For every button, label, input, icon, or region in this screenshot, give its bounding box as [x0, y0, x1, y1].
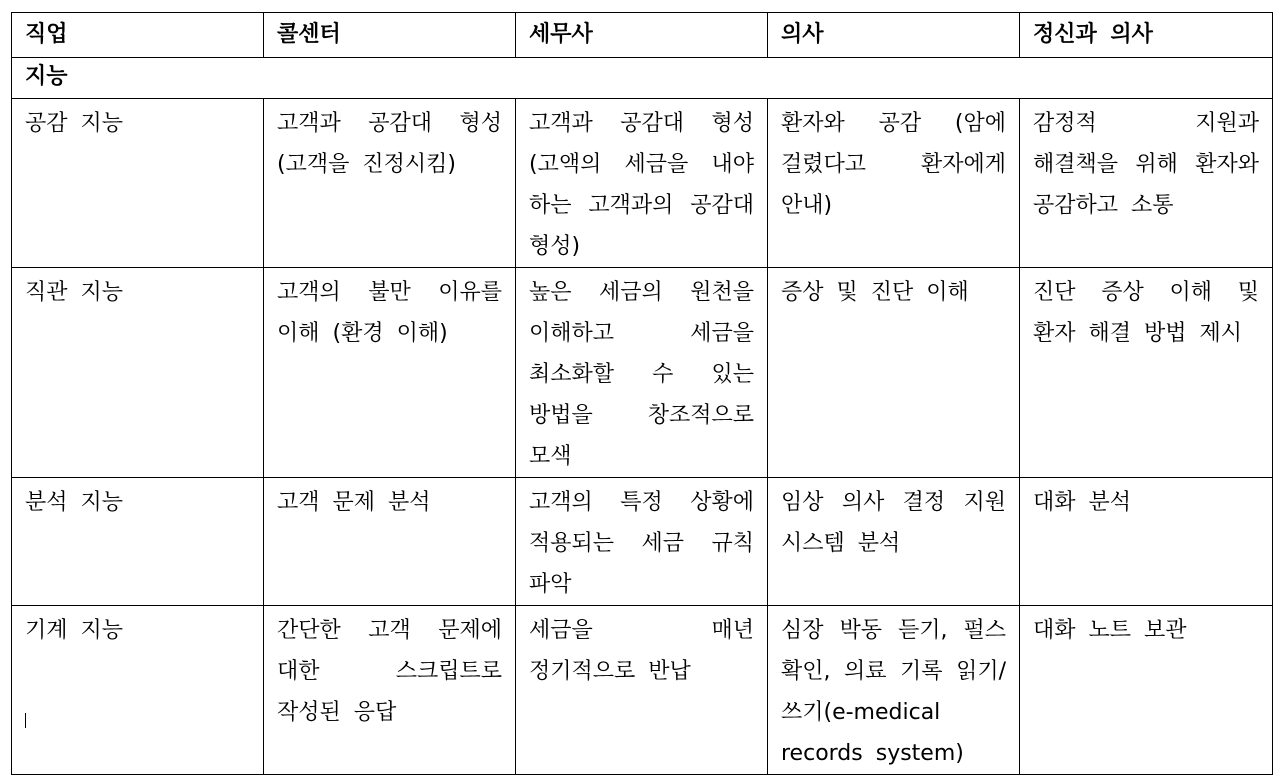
header-cell-tax-accountant: 세무사 [516, 13, 768, 58]
table-cell: 증상 및 진단 이해 [768, 268, 1020, 478]
header-cell-call-center: 콜센터 [264, 13, 516, 58]
table-row [12, 478, 1273, 606]
table-row [12, 99, 1273, 268]
table-cell: 임상 의사 결정 지원 시스템 분석 [768, 478, 1020, 606]
header-cell-doctor: 의사 [768, 13, 1020, 58]
table-cell: 고객 문제 분석 [264, 478, 516, 606]
table-cell: 환자와 공감 (암에 걸렸다고 환자에게 안내) [768, 99, 1020, 268]
table-row [12, 268, 1273, 478]
table-row [12, 606, 1273, 775]
table-cell: 고객의 불만 이유를 이해 (환경 이해) [264, 268, 516, 478]
table-cell: 고객과 공감대 형성 (고액의 세금을 내야 하는 고객과의 공감대 형성) [516, 99, 768, 268]
table-header-row [12, 13, 1273, 58]
row-label: 분석 지능 [12, 478, 264, 606]
row-label: 공감 지능 [12, 99, 264, 268]
text-cursor[interactable] [25, 713, 26, 728]
table-cell: 대화 분석 [1020, 478, 1273, 606]
table-cell: 진단 증상 이해 및 환자 해결 방법 제시 [1020, 268, 1273, 478]
section-title: 지능 [12, 58, 1273, 99]
table-cell: 간단한 고객 문제에 대한 스크립트로 작성된 응답 [264, 606, 516, 775]
row-label: 직관 지능 [12, 268, 264, 478]
row-label: 기계 지능 [12, 606, 264, 775]
table-cell: 심장 박동 듣기, 펄스 확인, 의료 기록 읽기/쓰기(e-medical records system) [768, 606, 1020, 775]
table-cell: 세금을 매년 정기적으로 반납 [516, 606, 768, 775]
table-cell: 대화 노트 보관 [1020, 606, 1273, 775]
section-row [12, 58, 1273, 99]
header-cell-psychiatrist: 정신과 의사 [1020, 13, 1273, 58]
table-cell: 고객의 특정 상황에 적용되는 세금 규칙 파악 [516, 478, 768, 606]
intelligence-comparison-table [11, 12, 1273, 775]
header-cell-occupation: 직업 [12, 13, 264, 58]
table-cell: 감정적 지원과 해결책을 위해 환자와 공감하고 소통 [1020, 99, 1273, 268]
table-cell: 높은 세금의 원천을 이해하고 세금을 최소화할 수 있는 방법을 창조적으로 모색 [516, 268, 768, 478]
table-cell: 고객과 공감대 형성 (고객을 진정시킴) [264, 99, 516, 268]
